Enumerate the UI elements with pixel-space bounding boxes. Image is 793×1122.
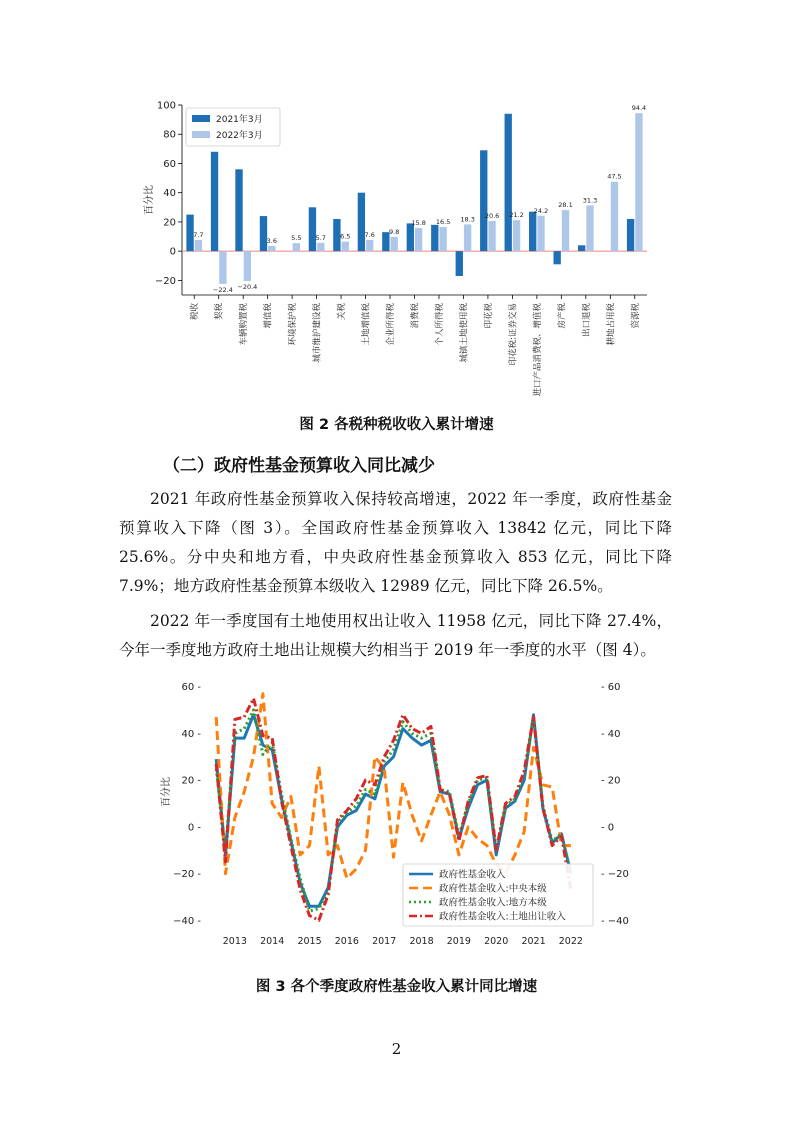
bar-data-label: 7.6 [364, 231, 375, 240]
bar-data-label: 5.5 [291, 234, 302, 243]
bar-2022 [464, 224, 471, 251]
x-tick-label: 2016 [334, 936, 359, 947]
bar-data-label: −22.4 [212, 285, 233, 294]
legend-swatch [192, 131, 210, 138]
bar-data-label: 21.2 [509, 211, 524, 220]
bar-2021 [431, 225, 438, 251]
y-axis-label: 百分比 [144, 185, 155, 215]
x-tick-label: 2018 [409, 936, 434, 947]
x-tick-label: 土地增值税 [361, 303, 372, 346]
y-tick-label-left: 20 - [181, 775, 201, 787]
x-tick-label: 2013 [222, 936, 247, 947]
x-tick-label: 关税 [337, 303, 348, 321]
section-heading: （二）政府性基金预算收入同比减少 [163, 456, 435, 476]
figure2-caption: 图 2 各税种税收收入累计增速 [299, 417, 494, 433]
bar-2022 [415, 228, 422, 251]
bar-data-label: 24.2 [533, 206, 549, 215]
x-tick-label: 个人所得税 [434, 303, 445, 346]
legend-label: 政府性基金收入 [439, 869, 506, 881]
y-tick-label-left: −40 - [173, 915, 201, 927]
bar-2021 [260, 216, 267, 251]
bar-2021 [480, 150, 487, 251]
body-text [119, 485, 672, 665]
figure3-caption: 图 3 各个季度政府性基金收入累计同比增速 [255, 979, 538, 995]
y-tick-label-right: - −20 [601, 869, 629, 881]
y-tick-label: 80 [163, 129, 176, 141]
bar-data-label: 15.8 [411, 219, 426, 228]
bar-2022 [611, 182, 618, 251]
bar-data-label: 18.3 [460, 215, 475, 224]
bar-2021 [505, 114, 512, 251]
x-tick-label: 消费税 [410, 303, 421, 329]
bar-2021 [358, 193, 365, 251]
y-tick-label: 0 [169, 246, 176, 258]
bar-data-label: 28.1 [558, 201, 573, 210]
x-tick-label: 进口产品消费税、增值税 [532, 303, 543, 397]
y-tick-label-right: - 0 [601, 822, 615, 834]
legend-swatch [192, 115, 210, 122]
y-tick-label-right: - 60 [601, 682, 621, 694]
y-tick-label: 20 [163, 217, 176, 229]
y-tick-label: −20 [154, 275, 176, 287]
legend-label: 2022年3月 [216, 131, 263, 141]
page-number: 2 [391, 1040, 402, 1058]
legend-label: 2021年3月 [216, 115, 263, 125]
y-tick-label: 40 [163, 188, 176, 200]
chart-legend [186, 108, 280, 146]
y-tick-label-right: - 40 [601, 728, 621, 740]
x-tick-label: 耕地占用税 [606, 302, 617, 346]
y-tick-label-right: - −40 [601, 915, 629, 927]
legend-label: 政府性基金收入:中央本级 [439, 883, 547, 895]
bar-2022 [219, 251, 226, 284]
x-tick-label: 企业所得税 [386, 303, 397, 346]
bar-2022 [488, 221, 495, 251]
bar-data-label: 94.4 [631, 104, 647, 113]
y-tick-label: 100 [156, 100, 176, 112]
bar-data-label: 9.8 [389, 227, 400, 236]
y-tick-label-right: - 20 [601, 775, 621, 787]
bar-2022 [537, 216, 544, 251]
bar-data-label: 47.5 [607, 172, 622, 181]
bar-2022 [635, 113, 642, 251]
bar-2022 [342, 242, 349, 252]
x-tick-label: 2022 [558, 936, 583, 947]
bar-2021 [456, 251, 463, 276]
x-tick-label: 税收 [190, 303, 201, 321]
bar-data-label: 7.7 [193, 230, 204, 239]
bar-data-label: 6.5 [340, 232, 351, 241]
x-tick-label: 契税 [214, 303, 225, 321]
bar-2022 [293, 243, 300, 251]
x-tick-label: 资源税 [630, 303, 641, 329]
x-tick-label: 印花税 [483, 303, 494, 329]
bar-2022 [268, 246, 275, 251]
bar-data-label: 3.6 [266, 236, 278, 245]
bar-2022 [513, 220, 520, 251]
bar-2021 [529, 212, 536, 251]
bar-data-label: 16.5 [435, 218, 451, 227]
x-tick-label: 城市维护建设税 [312, 303, 323, 363]
x-tick-label: 2015 [297, 936, 322, 947]
x-tick-label: 2014 [260, 936, 285, 947]
bar-data-label: 20.6 [484, 212, 500, 221]
bar-2021 [309, 207, 316, 251]
y-tick-label: 60 [163, 158, 176, 170]
x-tick-label: 城镇土地使用税 [459, 303, 470, 363]
bar-2021 [578, 245, 585, 251]
x-tick-label: 增值税 [263, 303, 274, 329]
x-tick-label: 环境保护税 [288, 303, 299, 346]
x-tick-label: 出口退税 [581, 303, 592, 338]
y-tick-label-left: 0 - [187, 822, 201, 834]
bar-2021 [627, 219, 634, 251]
paragraph-1: 2021 年政府性基金预算收入保持较高增速，2022 年一季度，政府性基金预算收入下降（图 3）。全国政府性基金预算收入 13842 亿元，同比下降 25.6%。分中央和地方看，中央政府性基金预算收入 853 亿元，同比下降 7.9%；地方政府性基金预算本级收入 12989 亿元，同比下降 26.5%。 [119, 490, 672, 595]
chart-legend [403, 864, 593, 926]
legend-label: 政府性基金收入:地方本级 [439, 897, 547, 909]
bar-2022 [195, 240, 202, 251]
bar-2022 [439, 227, 446, 251]
y-axis-label: 百分比 [161, 777, 172, 807]
fund-revenue-line-chart [155, 670, 629, 950]
bar-2021 [407, 223, 414, 251]
bar-2022 [586, 205, 593, 251]
x-tick-label: 2020 [484, 936, 509, 947]
tax-growth-bar-chart [140, 95, 660, 410]
bar-2022 [244, 251, 251, 281]
bar-2021 [554, 251, 561, 264]
x-tick-label: 房产税 [557, 303, 568, 329]
bar-2021 [235, 169, 242, 251]
bar-2022 [562, 210, 569, 251]
y-tick-label-left: −20 - [173, 869, 201, 881]
x-tick-label: 2019 [446, 936, 471, 947]
bar-data-label: −20.4 [237, 282, 258, 291]
y-tick-label-left: 40 - [181, 728, 201, 740]
bar-data-label: 31.3 [582, 196, 598, 205]
bar-data-label: 5.7 [315, 233, 326, 242]
bar-2022 [366, 240, 373, 251]
bar-2022 [317, 243, 324, 251]
x-tick-label: 印花税:证券交易 [508, 303, 519, 366]
bar-2021 [211, 152, 218, 251]
legend-label: 政府性基金收入:土地出让收入 [439, 911, 566, 923]
x-tick-label: 车辆购置税 [239, 303, 250, 346]
paragraph-2: 2022 年一季度国有土地使用权出让收入 11958 亿元，同比下降 27.4%，今年一季度地方政府土地出让规模大约相当于 2019 年一季度的水平（图 4）。 [119, 612, 672, 659]
bar-2022 [391, 237, 398, 251]
x-tick-label: 2017 [372, 936, 397, 947]
y-tick-label-left: 60 - [181, 682, 201, 694]
x-tick-label: 2021 [521, 936, 546, 947]
